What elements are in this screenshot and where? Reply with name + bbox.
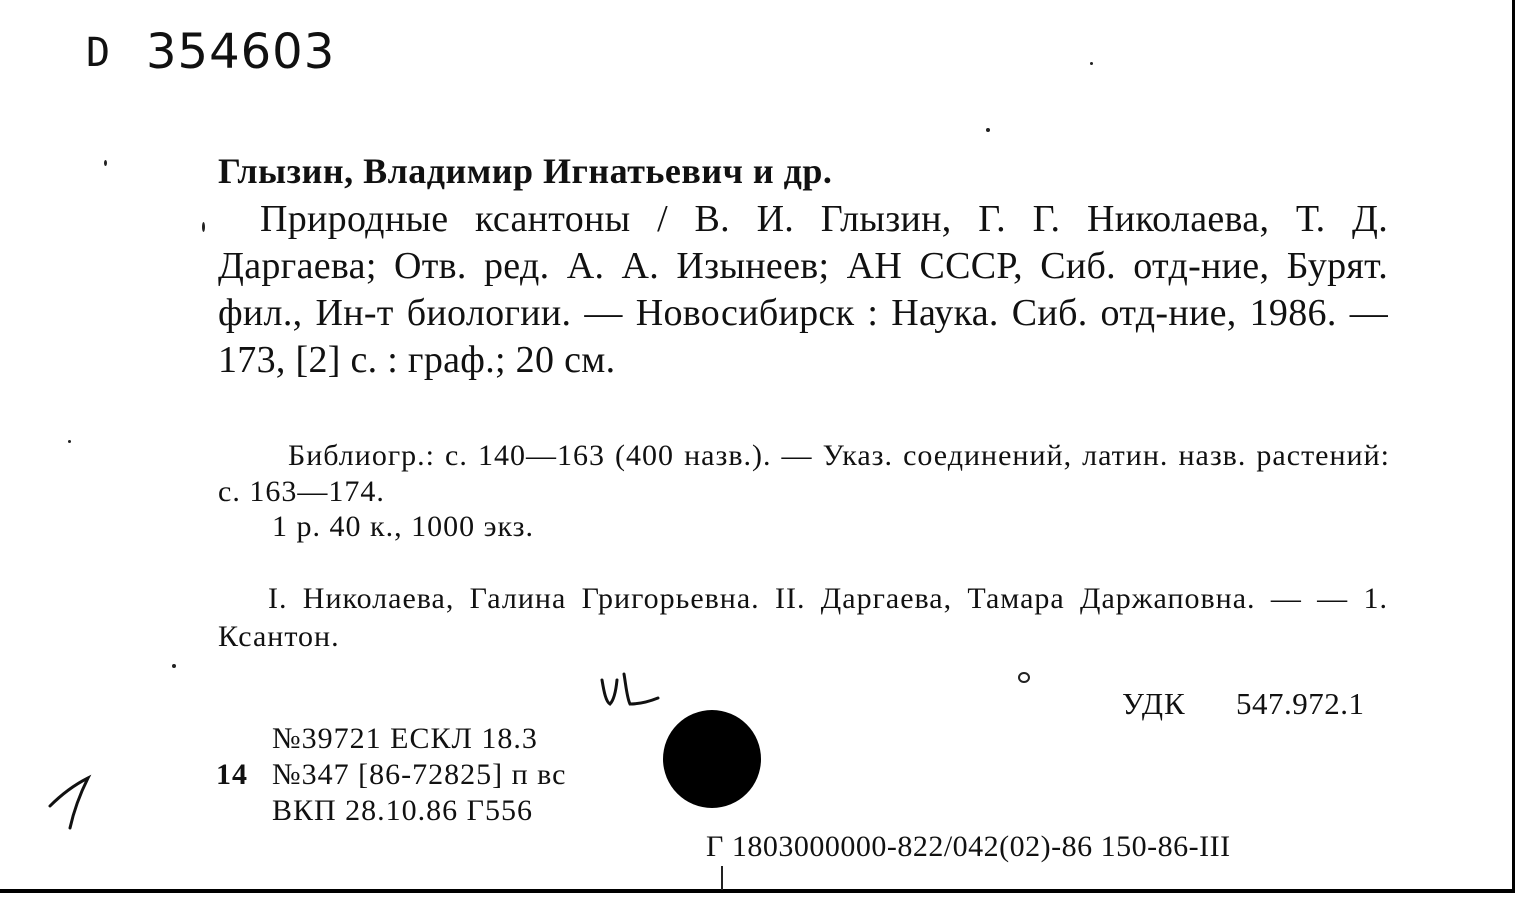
udc-value: 547.972.1 (1236, 686, 1365, 721)
udc-label: УДК (1122, 686, 1186, 721)
scan-speck (1018, 672, 1030, 683)
price-print-run: 1 р. 40 к., 1000 экз. (272, 510, 534, 543)
bibliography-note-text: Библиогр.: с. 140—163 (400 назв.). — Указ. соединений, латин. назв. растений: с. 163—174. (218, 439, 1390, 508)
book-chamber-line-2: №347 [86-72825] п вс (272, 758, 567, 791)
scan-speck (986, 128, 990, 132)
scan-speck (202, 222, 205, 232)
classification-code: Г 1803000000-822/042(02)-86 150-86-III (706, 830, 1231, 863)
book-chamber-number: 14 (216, 758, 248, 791)
title-statement-text: Природные ксантоны / В. И. Глызин, Г. Г. Николаева, Т. Д. Даргаева; Отв. ред. А. А. Изынеев; АН СССР, Сиб. отд-ние, Бурят. фил., Ин-т биологии. — Новосибирск : Наука. Сиб. отд-ние, 1986. — 173, [2] с. : граф.; 20 см. (218, 198, 1388, 381)
book-chamber-line-1: №39721 ЕСКЛ 18.3 (272, 722, 538, 755)
bibliography-note (218, 438, 1390, 510)
call-number: 354603 (146, 24, 336, 80)
scan-speck (68, 440, 71, 443)
tracings-text: I. Николаева, Галина Григорьевна. II. Даргаева, Тамара Даржаповна. — — 1. Ксантон. (218, 582, 1388, 653)
handwritten-initials-mark (596, 668, 666, 714)
scan-speck (172, 664, 176, 668)
punch-hole (663, 710, 761, 808)
call-prefix: D (86, 30, 111, 76)
author-heading: Глызин, Владимир Игнатьевич и др. (218, 151, 833, 191)
handwritten-numeral-mark (44, 774, 100, 832)
scan-speck (104, 160, 107, 166)
scan-speck (721, 866, 723, 890)
scan-speck (1090, 62, 1093, 65)
title-statement (218, 196, 1388, 384)
tracings (218, 580, 1388, 656)
book-chamber-line-3: ВКП 28.10.86 Г556 (272, 794, 534, 827)
